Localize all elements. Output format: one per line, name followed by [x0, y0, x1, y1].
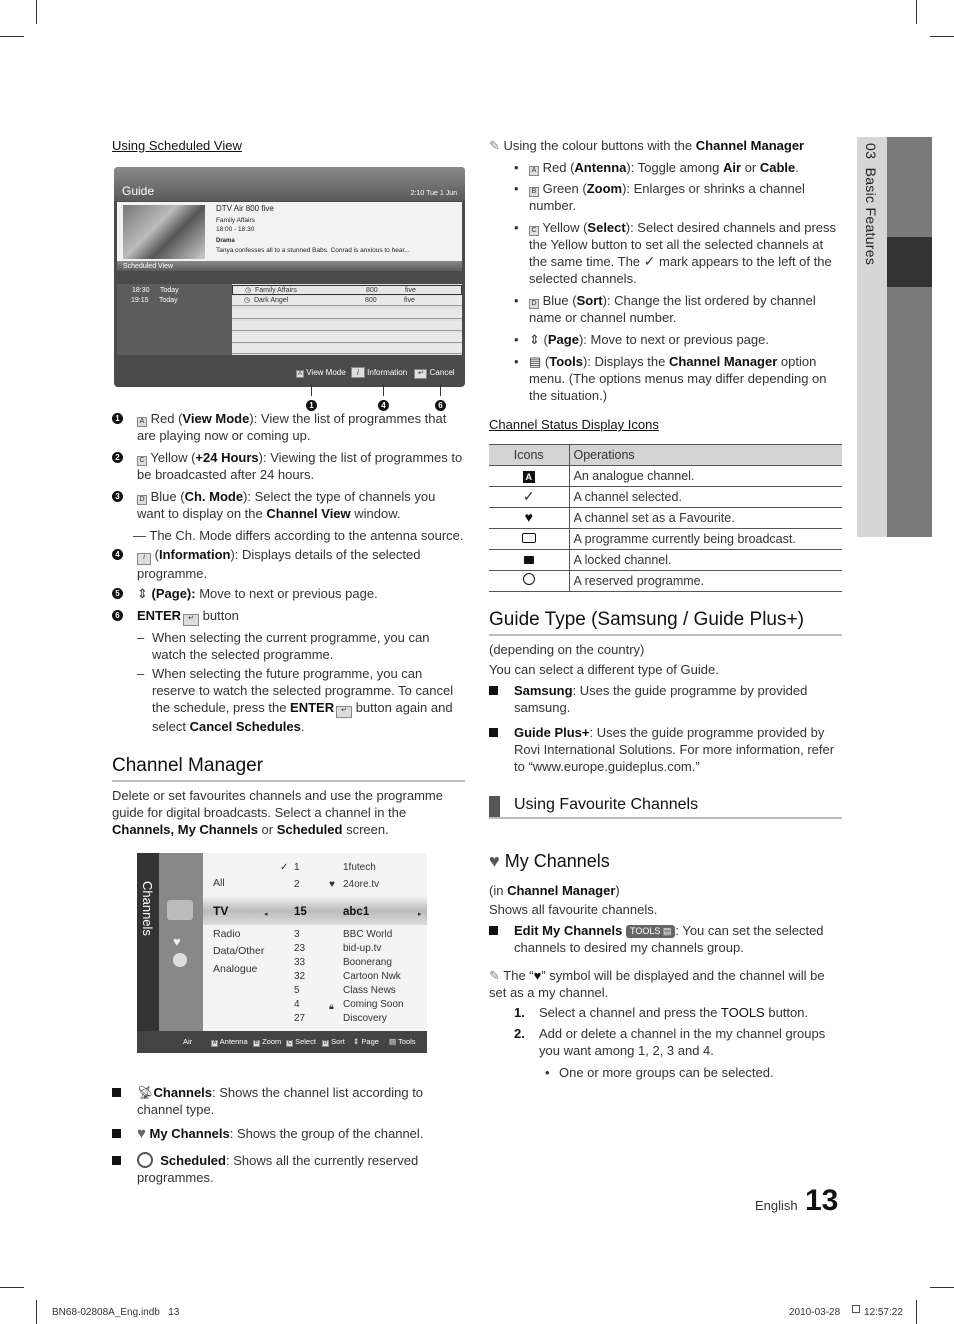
- bullet-channels: 📡︎Channels: Shows the channel list according to channel type.: [112, 1084, 457, 1118]
- red-a-button-icon: A: [212, 1040, 217, 1046]
- note-icon: ✎: [489, 138, 500, 153]
- heart-icon: ♥: [329, 879, 335, 890]
- heart-symbol-note: ✎ The “♥” symbol will be displayed and the channel will be set as a my channel.: [489, 968, 825, 1000]
- clock-icon: ◷: [245, 287, 252, 294]
- category-radio[interactable]: Radio: [213, 928, 241, 940]
- guide-item-2: 2 C Yellow (+24 Hours): Viewing the list of programmes to be broadcasted after 24 hours.: [112, 449, 464, 483]
- heart-icon: ♥: [524, 509, 533, 525]
- clock-icon: ◷: [244, 297, 251, 304]
- sort-label[interactable]: Sort: [331, 1037, 345, 1046]
- tools-icon: ▤: [529, 354, 542, 369]
- channel-name-list[interactable]: BBC World bid-up.tv Boonerang Cartoon Nwk Class News Coming Soon Discovery: [343, 929, 404, 1024]
- scheduled-view-label: Scheduled View: [123, 263, 174, 270]
- tools-badge: TOOLS ▤: [626, 925, 675, 938]
- bullet-red: • A Red (Antenna): Toggle among Air or Cable.: [514, 160, 799, 175]
- channels-icon: 📡︎: [137, 1085, 154, 1100]
- tools-icon: ▤: [389, 1037, 397, 1046]
- channels-side-label: Channels: [140, 881, 155, 936]
- table-row: A An analogue channel.: [489, 466, 842, 487]
- select-label[interactable]: Select: [295, 1037, 316, 1046]
- tools-label[interactable]: Tools: [398, 1037, 416, 1046]
- chmode-note: ― The Ch. Mode differs according to the antenna source.: [133, 528, 464, 543]
- guide-footer: [296, 364, 455, 381]
- red-a-button-icon: A: [297, 371, 302, 377]
- table-row[interactable]: [232, 321, 462, 331]
- green-b-button-icon: B: [529, 187, 539, 197]
- channel-name[interactable]: 24ore.tv: [343, 879, 380, 890]
- table-row[interactable]: 19:15 Today ◷ Dark Angel 800 five: [232, 296, 462, 306]
- bullet-my-channels: ♥ My Channels: Shows the group of the channel.: [112, 1125, 457, 1142]
- guide-item-6: 6 ENTER ↵ button: [112, 607, 464, 626]
- footer-time: 12:57:22: [864, 1307, 903, 1318]
- guide-type-country: (depending on the country): [489, 642, 645, 657]
- guide-screenshot: [114, 167, 465, 387]
- guide-datetime: 2:10 Tue 1 Jun: [410, 190, 457, 197]
- channel-name[interactable]: abc1: [343, 906, 370, 918]
- table-row[interactable]: [232, 333, 462, 343]
- chapter-tab: [857, 137, 887, 537]
- crop-mark: [916, 0, 917, 24]
- selected-row-highlight: [203, 897, 427, 925]
- guide-item-4: 4 i (Information): Displays details of the selected programme.: [112, 546, 464, 582]
- chevron-right-icon[interactable]: ▸: [418, 911, 422, 918]
- status-icons-table: [489, 444, 842, 592]
- clock-icon: [523, 573, 535, 585]
- antenna-label[interactable]: Antenna: [219, 1037, 248, 1046]
- information-label[interactable]: Information: [367, 368, 408, 377]
- heart-icon[interactable]: ♥: [173, 934, 181, 949]
- yellow-c-button-icon: C: [137, 456, 147, 466]
- my-channels-in: (in Channel Manager): [489, 883, 620, 898]
- guide-item-3: 3 D Blue (Ch. Mode): Select the type of channels you want to display on the Channel View window.: [112, 488, 464, 522]
- favourite-channels-heading: Using Favourite Channels: [514, 796, 699, 813]
- guide-time: 18:00 - 18:30: [216, 226, 255, 233]
- note-icon: ✎: [489, 968, 500, 983]
- footer-date: 2010-03-28: [789, 1307, 841, 1318]
- marker-1: 1: [306, 396, 317, 413]
- crop-mark: [36, 1300, 37, 1324]
- red-a-button-icon: A: [529, 166, 539, 176]
- chapter-tab-active: [887, 237, 932, 287]
- zoom-label[interactable]: Zoom: [262, 1037, 282, 1046]
- step-1: 1. Select a channel and press the TOOLS button.: [514, 1005, 809, 1020]
- bullet-samsung: Samsung: Uses the guide programme by provided samsung.: [489, 682, 839, 716]
- cancel-label[interactable]: Cancel: [429, 368, 455, 377]
- blue-d-button-icon: D: [137, 495, 147, 505]
- marker-4: 4: [378, 396, 389, 413]
- scheduled-view-heading: Using Scheduled View: [112, 138, 242, 153]
- channel-number: 1: [294, 862, 300, 873]
- bullet-edit-my-channels: Edit My Channels TOOLS ▤ : You can set the selected channels to desired my channels group.: [489, 922, 839, 956]
- colour-buttons-note: ✎ Using the colour buttons with the Channel Manager: [489, 138, 805, 153]
- bullet-green: • B Green (Zoom): Enlarges or shrinks a channel number.: [514, 181, 805, 213]
- crop-mark: [36, 0, 37, 24]
- table-row: ♥ A channel set as a Favourite.: [489, 508, 842, 529]
- chapter-number: 03: [863, 143, 879, 160]
- category-tv[interactable]: TV: [213, 904, 229, 918]
- bullet-guide-plus: Guide Plus+: Uses the guide programme provided by Rovi International Solutions. For more information, refer to “www.europe.guideplus.com.”: [489, 724, 839, 775]
- guide-channel: DTV Air 800 five: [216, 204, 274, 213]
- chapter-title: Basic Features: [863, 167, 879, 266]
- dash-item-1: – When selecting the current programme, you can watch the selected programme.: [137, 630, 430, 662]
- guide-title: Guide: [122, 184, 155, 198]
- channels-icon[interactable]: [167, 900, 193, 920]
- category-analogue[interactable]: Analogue: [213, 963, 258, 975]
- dash-item-2: – When selecting the future programme, you can reserve to watch the selected programme. To cancel the schedule, press the ENTER ↵ button again and select Cancel Schedules.: [137, 666, 454, 734]
- table-row: ✓ A channel selected.: [489, 487, 842, 508]
- category-all[interactable]: All: [213, 877, 225, 889]
- favourite-channels-section: [489, 796, 842, 819]
- bullet-blue: • D Blue (Sort): Change the list ordered by channel name or channel number.: [514, 293, 816, 325]
- bullet-tools: • ▤ (Tools): Displays the Channel Manager option menu. (The options menus may differ depending on the situation.): [514, 354, 827, 403]
- marker-6: 6: [435, 396, 446, 413]
- enter-icon: ↵: [336, 706, 352, 718]
- red-a-button-icon: A: [137, 417, 147, 427]
- blue-d-button-icon: D: [529, 299, 539, 309]
- green-b-button-icon: B: [254, 1040, 259, 1046]
- heart-icon: ♥: [489, 851, 500, 871]
- bullet-yellow: • C Yellow (Select): Select desired channels and press the Yellow button to set all the selected channels at the same time. The ✓ mark appears to the left of the selected channels.: [514, 220, 837, 286]
- info-icon: i: [137, 553, 151, 565]
- channel-manager-heading: Channel Manager: [112, 754, 465, 782]
- guide-description: Tanya confesses all to a stunned Babs. Conrad is anxious to hear...: [216, 247, 410, 254]
- page-updown-icon: ⇕: [529, 332, 540, 347]
- crop-mark: [930, 36, 954, 37]
- clock-icon[interactable]: [173, 953, 187, 967]
- page-number: 13: [805, 1184, 839, 1217]
- yellow-c-button-icon: C: [287, 1040, 292, 1046]
- programme-thumbnail: [123, 205, 205, 259]
- guide-item-1: 1 A Red (View Mode): View the list of programmes that are playing now or coming up.: [112, 410, 464, 444]
- status-icons-heading: Channel Status Display Icons: [489, 417, 659, 432]
- channel-manager-screenshot: [137, 853, 427, 1053]
- channel-number: 15: [294, 906, 307, 918]
- calendar-icon: [852, 1305, 860, 1313]
- channel-name[interactable]: 1futech: [343, 862, 376, 873]
- step-2-sub: • One or more groups can be selected.: [545, 1065, 774, 1080]
- check-icon: ✓: [522, 488, 535, 504]
- table-row: A reserved programme.: [489, 571, 842, 592]
- table-row: A programme currently being broadcast.: [489, 529, 842, 550]
- lock-icon: [524, 556, 534, 564]
- step-2: 2. Add or delete a channel in the my channel groups you want among 1, 2, 3 and 4.: [514, 1026, 826, 1058]
- channel-number-list: 3 23 33 32 5 4 27: [294, 929, 306, 1024]
- my-channels-shows: Shows all favourite channels.: [489, 902, 658, 917]
- my-channels-heading: My Channels: [504, 851, 610, 871]
- table-row: A locked channel.: [489, 550, 842, 571]
- page-updown-icon: ⇕: [137, 586, 148, 601]
- crop-mark: [0, 36, 24, 37]
- info-icon: i: [351, 367, 365, 378]
- guide-item-5: 5 ⇕ (Page): Move to next or previous page.: [112, 585, 464, 602]
- heart-icon: ♥: [137, 1125, 146, 1142]
- clock-icon: [137, 1152, 153, 1168]
- channel-number: 2: [294, 879, 300, 890]
- footer-language: English: [755, 1198, 798, 1213]
- table-header-icons: Icons: [489, 445, 569, 466]
- guide-genre: Drama: [216, 238, 235, 244]
- yellow-c-button-icon: C: [529, 226, 539, 236]
- blue-d-button-icon: D: [323, 1040, 328, 1046]
- chevron-left-icon[interactable]: ◂: [264, 911, 268, 918]
- tv-icon: [522, 533, 536, 543]
- guide-type-text: You can select a different type of Guide.: [489, 662, 719, 677]
- channel-footer: Air A Antenna B Zoom C Select D Sort ⇕ Page ▤ Tools: [137, 1031, 427, 1053]
- analogue-icon: A: [523, 471, 535, 483]
- bullet-page: • ⇕ (Page): Move to next or previous page.: [514, 332, 769, 347]
- check-icon: ✓: [280, 862, 289, 873]
- check-icon: ✓: [643, 253, 656, 269]
- page-label[interactable]: Page: [361, 1037, 379, 1046]
- page-updown-icon: ⇕: [353, 1037, 360, 1046]
- heart-icon: ♥: [533, 968, 542, 983]
- table-row[interactable]: [232, 344, 462, 354]
- chapter-tab-strip: [887, 137, 932, 537]
- view-mode-label[interactable]: View Mode: [306, 368, 346, 377]
- bullet-scheduled: Scheduled: Shows all the currently reserved programmes.: [112, 1152, 457, 1186]
- footer-file: BN68-02808A_Eng.indb 13: [52, 1307, 180, 1318]
- category-data-other[interactable]: Data/Other: [213, 945, 265, 957]
- lock-icon: 🔒︎: [329, 1001, 334, 1011]
- table-row[interactable]: [232, 309, 462, 319]
- enter-icon: ↵: [414, 369, 427, 379]
- guide-type-heading: Guide Type (Samsung / Guide Plus+): [489, 608, 842, 636]
- my-channels-heading-row: [489, 849, 610, 873]
- table-header-operations: Operations: [569, 445, 842, 466]
- channel-manager-text: Delete or set favourites channels and use the programme guide for digital broadcasts. Select a channel in the Channels, My Channels or Scheduled screen.: [112, 788, 443, 837]
- table-row[interactable]: 18:30 Today ◷ Family Affairs 800 five: [232, 285, 462, 295]
- crop-mark: [0, 1287, 24, 1288]
- crop-mark: [930, 1287, 954, 1288]
- crop-mark: [916, 1300, 917, 1324]
- enter-icon: ↵: [183, 614, 199, 626]
- guide-programme: Family Affairs: [216, 217, 255, 224]
